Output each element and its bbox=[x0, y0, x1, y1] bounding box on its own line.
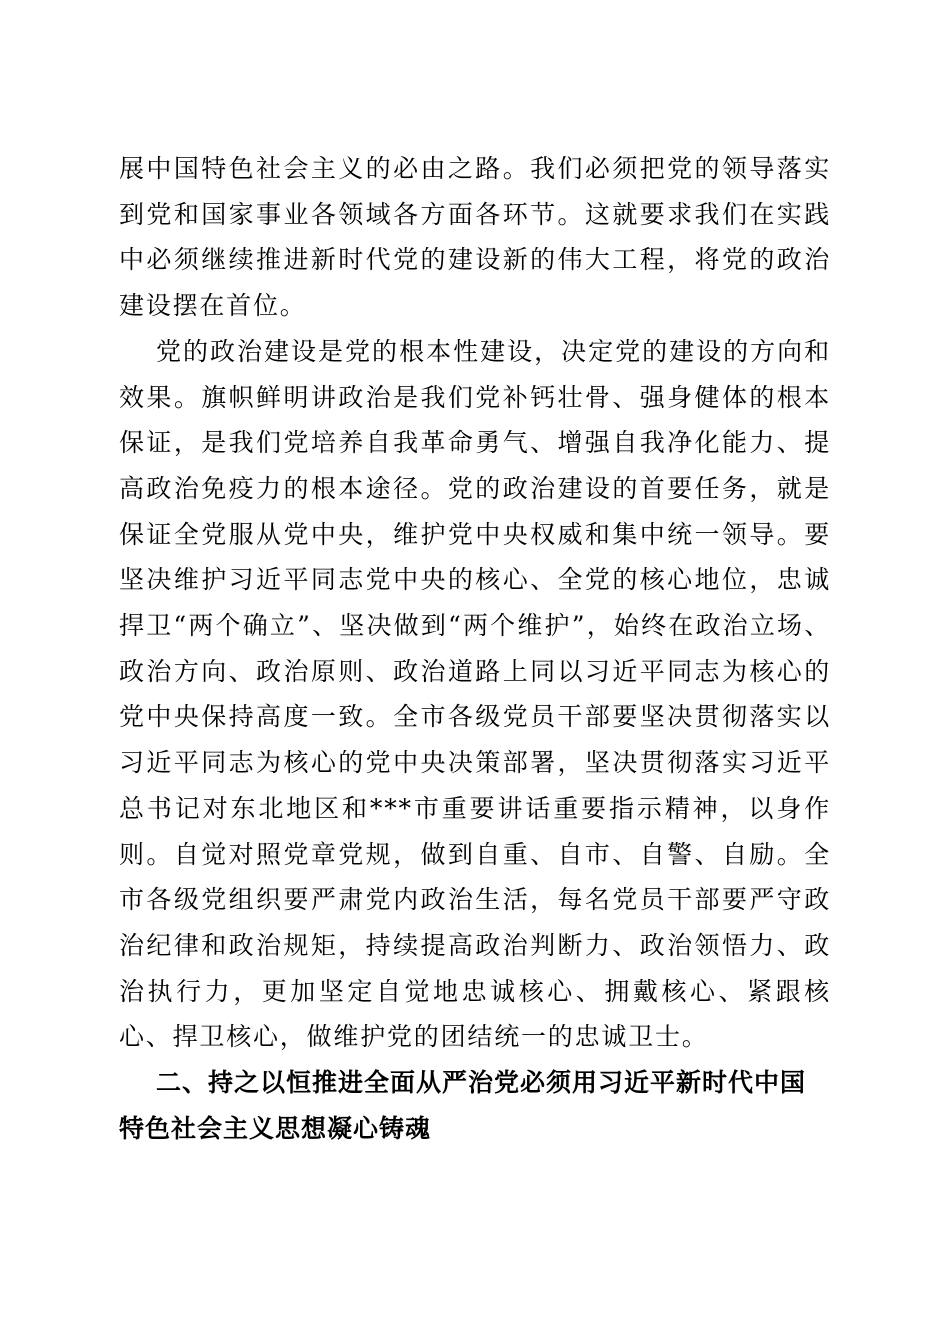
document-body bbox=[119, 146, 831, 1151]
paragraph-political-construction: 党的政治建设是党的根本性建设，决定党的建设的方向和效果。旗帜鲜明讲政治是我们党补钙壮骨、强身健体的根本保证，是我们党培养自我革命勇气、增强自我净化能力、提高政治免疫力的根本途径。党的政治建设的首要任务，就是保证全党服从党中央，维护党中央权威和集中统一领导。要坚决维护习近平同志党中央的核心、全党的核心地位，忠诚捍卫“两个确立”、坚决做到“两个维护”，始终在政治立场、政治方向、政治原则、政治道路上同以习近平同志为核心的党中央保持高度一致。全市各级党员干部要坚决贯彻落实以习近平同志为核心的党中央决策部署，坚决贯彻落实习近平总书记对东北地区和***市重要讲话重要指示精神，以身作则。自觉对照党章党规，做到自重、自市、自警、自励。全市各级党组织要严肃党内政治生活，每名党员干部要严守政治纪律和政治规矩，持续提高政治判断力、政治领悟力、政治执行力，更加坚定自觉地忠诚核心、拥戴核心、紧跟核心、捍卫核心，做维护党的团结统一的忠诚卫士。 bbox=[119, 336, 831, 1052]
paragraph-continuation: 展中国特色社会主义的必由之路。我们必须把党的领导落实到党和国家事业各领域各方面各环节。这就要求我们在实践中必须继续推进新时代党的建设新的伟大工程，将党的政治建设摆在首位。 bbox=[119, 154, 831, 321]
section-heading-2: 二、持之以恒推进全面从严治党必须用习近平新时代中国特色社会主义思想凝心铸魂 bbox=[119, 1068, 807, 1143]
